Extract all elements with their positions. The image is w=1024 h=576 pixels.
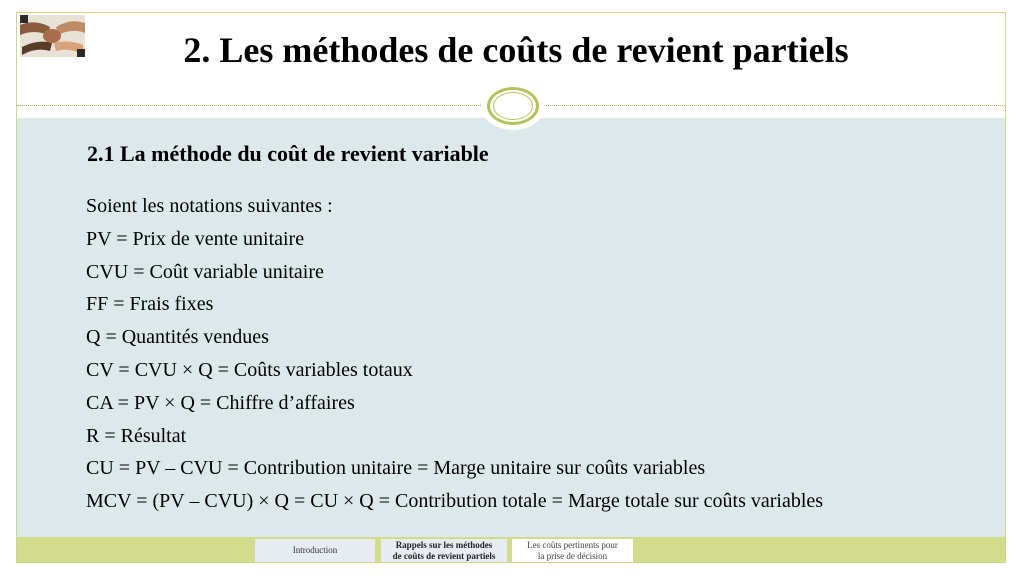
notation-line: CVU = Coût variable unitaire xyxy=(86,260,324,283)
notation-line: MCV = (PV – CVU) × Q = CU × Q = Contribution totale = Marge totale sur coûts variables xyxy=(86,490,824,513)
notation-line: Q = Quantités vendues xyxy=(86,326,269,349)
footer-bar xyxy=(17,537,1005,562)
nav-tab-introduction[interactable] xyxy=(255,539,375,562)
notation-line: Soient les notations suivantes : xyxy=(86,195,333,217)
notation-line: PV = Prix de vente unitaire xyxy=(86,227,305,250)
nav-tab-label: Introduction xyxy=(292,545,338,555)
nav-tab-label-line2: la prise de décision xyxy=(537,550,608,561)
nav-tab-label-line1: Les coûts pertinents pour xyxy=(527,539,618,550)
slide-title: 2. Les méthodes de coûts de revient partiels xyxy=(183,30,849,70)
hands-logo-icon xyxy=(20,15,85,57)
notation-line: FF = Frais fixes xyxy=(86,293,214,316)
nav-tab-couts-pertinents[interactable] xyxy=(512,539,633,562)
notation-line: CU = PV – CVU = Contribution unitaire = Marge unitaire sur coûts variables xyxy=(86,457,706,480)
notation-list xyxy=(86,190,823,518)
nav-tab-label-line2: de coûts de revient partiels xyxy=(392,550,496,561)
circle-ornament-inner-ring xyxy=(493,92,533,120)
notation-line: CA = PV × Q = Chiffre d’affaires xyxy=(86,391,355,414)
section-subtitle: 2.1 La méthode du coût de revient variable xyxy=(87,141,489,166)
notation-line: CV = CVU × Q = Coûts variables totaux xyxy=(86,358,413,381)
nav-tab-label xyxy=(527,540,618,562)
notation-line: R = Résultat xyxy=(86,424,187,447)
nav-tab-label xyxy=(393,540,496,562)
nav-tab-rappels[interactable] xyxy=(381,539,507,562)
nav-tab-label-line1: Rappels sur les méthodes xyxy=(395,539,493,550)
